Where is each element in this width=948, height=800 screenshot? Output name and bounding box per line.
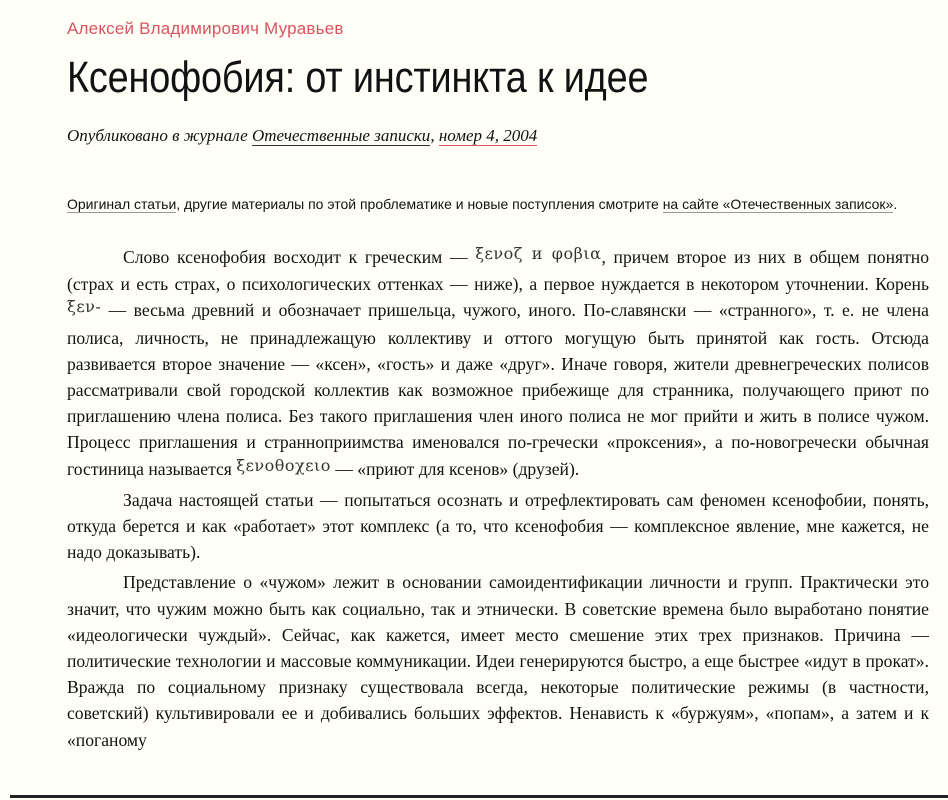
source-note [67,192,907,216]
issue-link[interactable]: номер 4, 2004 [438,126,538,145]
journal-site-link[interactable]: на сайте «Отечественных записок» [662,196,894,212]
original-article-link[interactable]: Оригинал статьи [67,196,177,212]
paragraph-1: Слово ксенофобия восходит к греческим — ξενοζ и φοβια, причем второе из них в общем понятно (страх и есть страх, о психологических оттенках — ниже), а первое нуждается в некотором уточнении. Корень ξεν- — весьма древний и обозначает пришельца, чужого, иного. По-славянски — «странного», т. е. не члена полиса, личность, не принадлежащую коллективу и оттого могущую быть принятой как гость. Отсюда развивается второе значение — «ксен», «гость» и даже «друг». Иначе говоря, жители древнегреческих полисов рассматривали свой городской коллектив как возможное прибежище для странника, получающего приют по приглашению члена полиса. Без такого приглашения член иного полиса не мог прийти и жить в полисе чужом. Процесс приглашения и странноприимства именовался по-гречески «проксения», а по-новогречески обычная гостиница называется ξενοθοχειο — «приют для ксенов» (друзей). [67,244,929,479]
paragraph-3: Представление о «чужом» лежит в основании самоидентификации личности и групп. Практически это значит, что чужим можно быть как социально, так и этнически. В советские времена было выработано понятие «идеологически чуждый». Сейчас, как кажется, имеет место смешение этих трех признаков. Причина — политические технологии и массовые коммуникации. Идеи генерируются быстро, а еще быстрее «идут в прокат». Вражда по социальному признаку существовала всегда, некоторые политические режимы (в частности, советский) культивировали ее и добивались больших эффектов. Ненависть к «буржуям», «попам», а затем и к «поганому [67,572,929,750]
greek-term-xenodocheio: ξενοθοχειο [236,455,331,475]
greek-root-xen: ξεν- [67,297,102,317]
publication-prefix: Опубликовано в журнале [67,126,252,145]
source-note-text: , другие материалы по этой проблематике и новые поступления смотрите [176,196,663,212]
greek-term-xenos-phobia: ξενοζ и φοβια [475,244,602,263]
publication-info [67,126,537,146]
article-body [67,244,929,757]
paragraph-2: Задача настоящей статьи — попытаться осознать и отрефлектировать сам феномен ксенофобии, понять, откуда берется и как «работает» этот комплекс (а то, что ксенофобия — комплексное явление, мне кажется, не надо доказывать). [67,489,929,563]
journal-link[interactable]: Отечественные записки [251,126,431,145]
source-note-end: . [893,196,898,212]
publication-separator: , [430,126,439,145]
article-title: Ксенофобия: от инстинкта к идее [67,53,649,102]
bottom-divider [10,795,948,798]
author-name: Алексей Владимирович Муравьев [67,19,344,38]
